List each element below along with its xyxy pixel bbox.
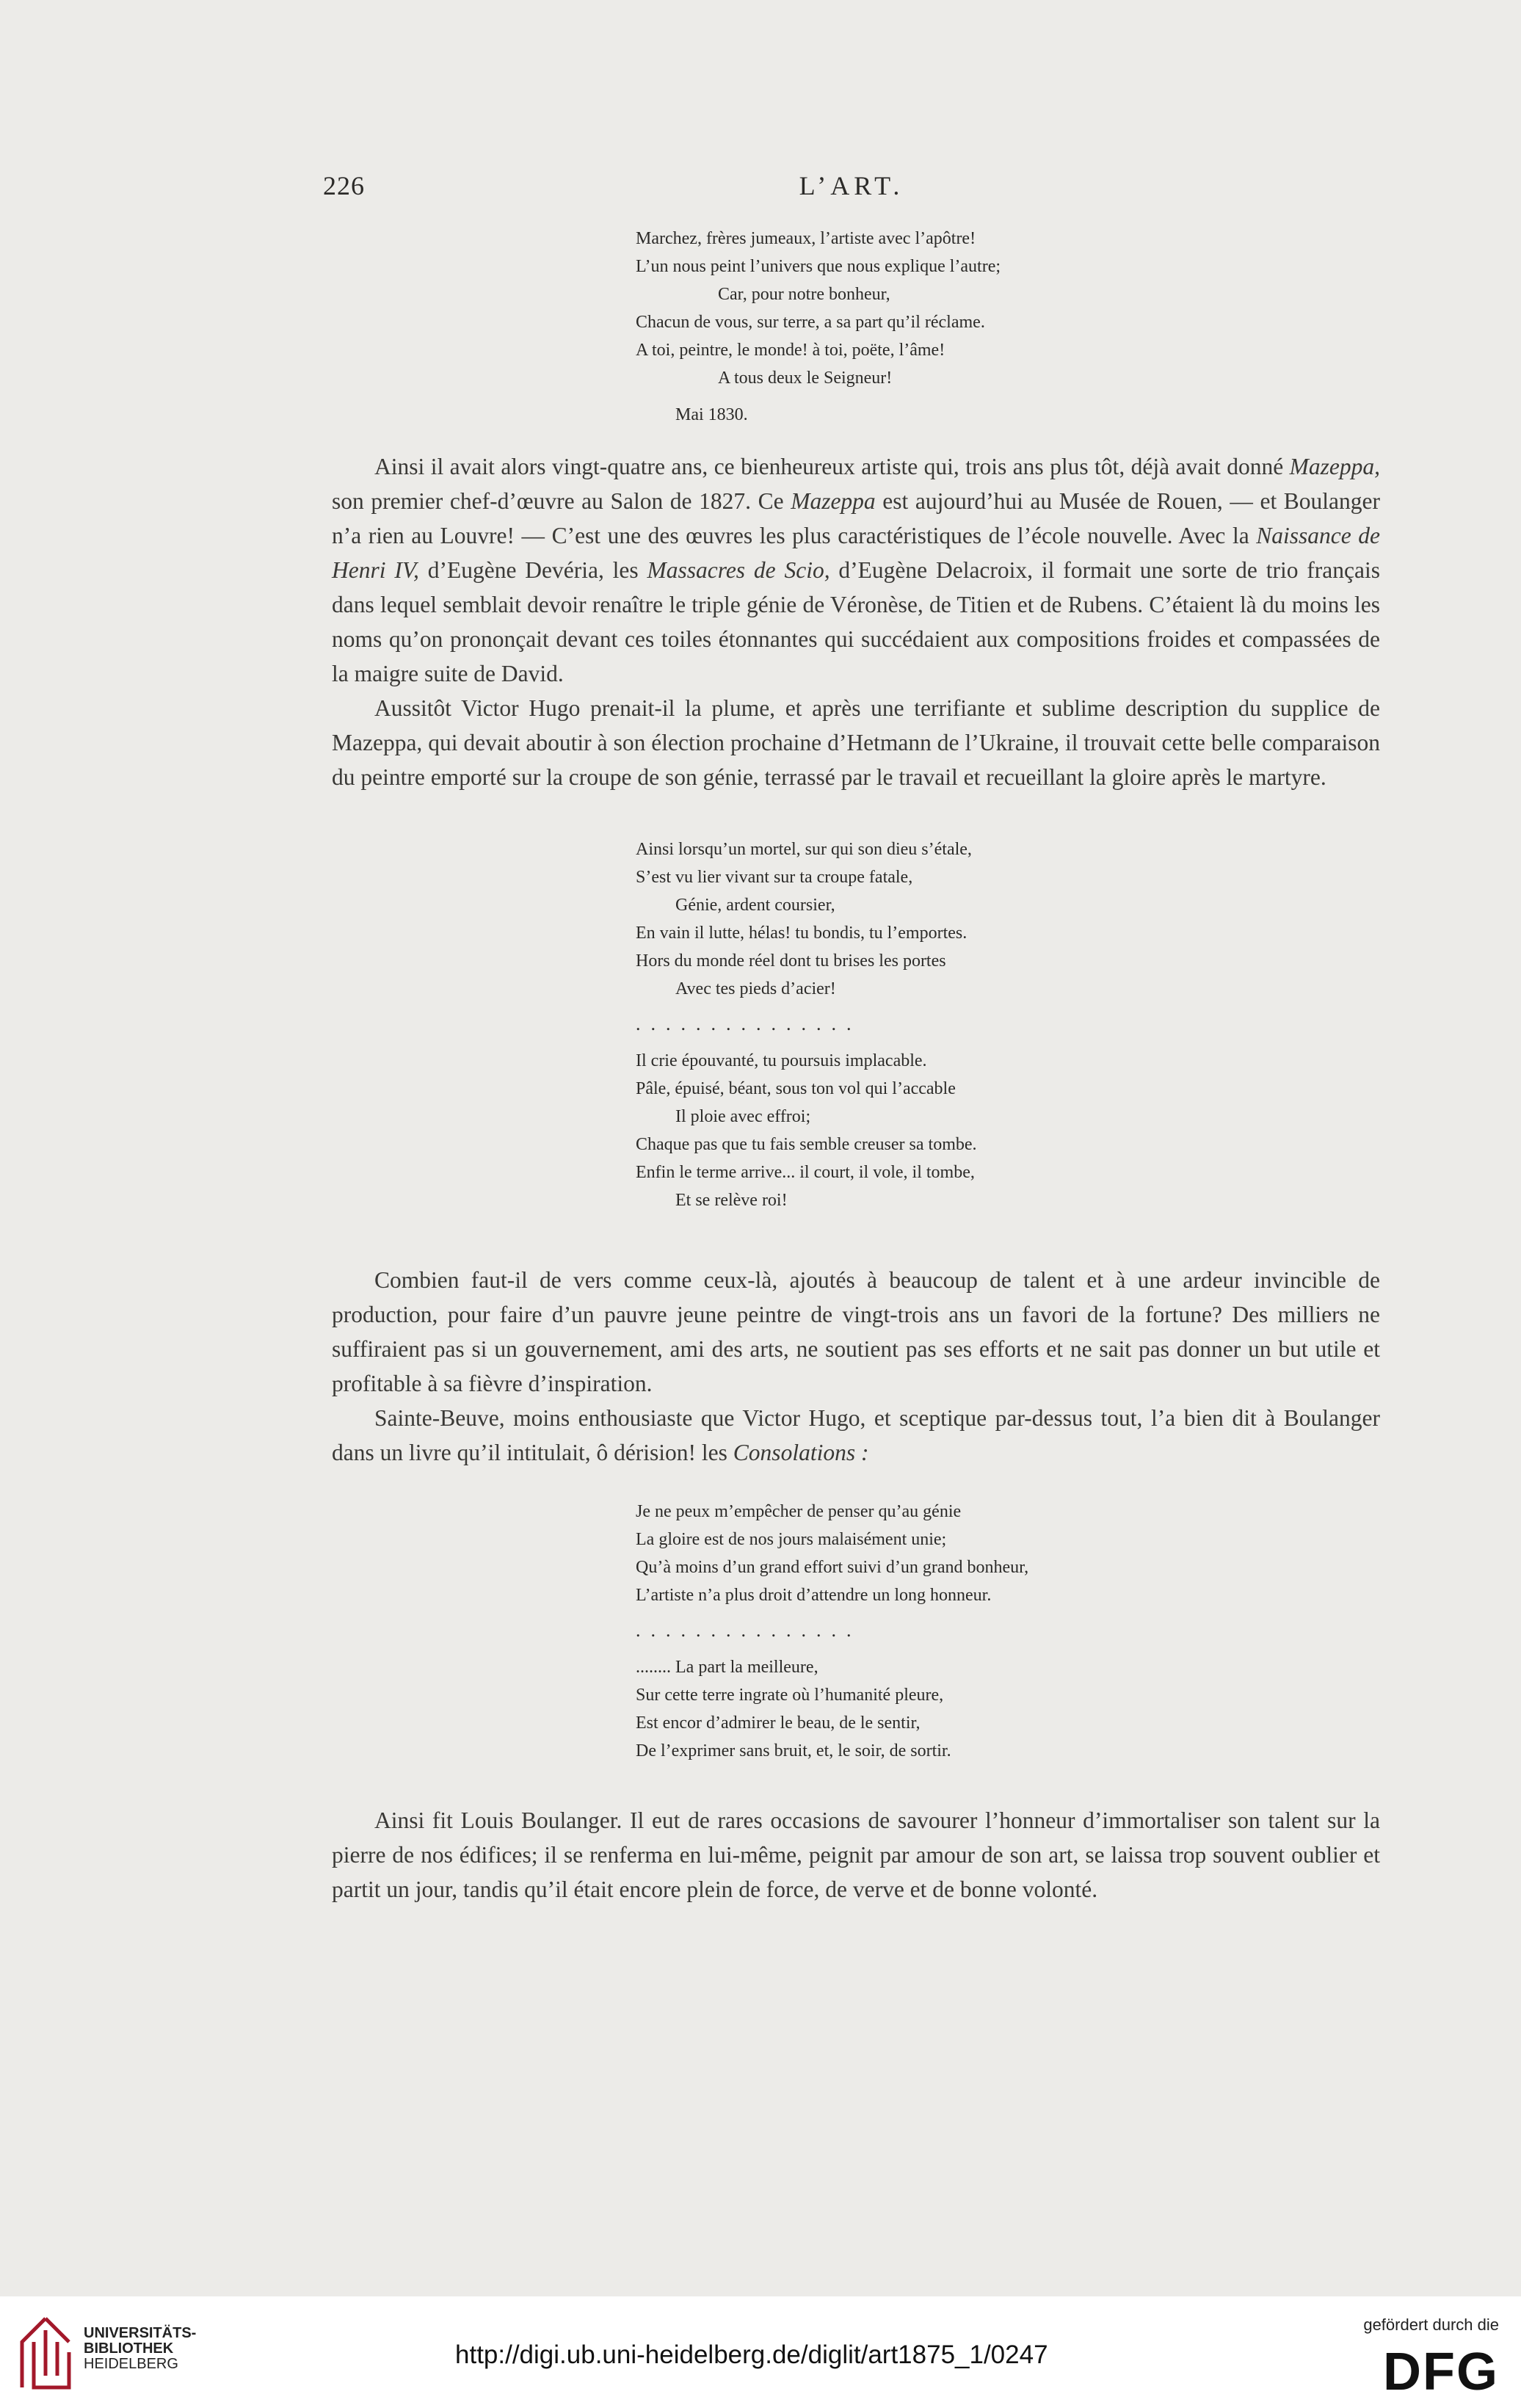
verse-line: Il ploie avec effroi;: [675, 1107, 811, 1126]
verse-line: En vain il lutte, hélas! tu bondis, tu l’emportes.: [636, 924, 968, 943]
verse-line: Car, pour notre bonheur,: [718, 285, 890, 304]
artwork-title: Mazeppa,: [1289, 454, 1380, 479]
paragraph-block-1: [332, 449, 1380, 794]
verse-line: Chacun de vous, sur terre, a sa part qu’il réclame.: [636, 313, 985, 332]
artwork-title: Mazeppa: [791, 488, 876, 514]
paragraph: [332, 1401, 1380, 1470]
verse-line: De l’exprimer sans bruit, et, le soir, de sortir.: [636, 1741, 951, 1760]
text-run: Sainte-Beuve, moins enthousiaste que Victor Hugo, et sceptique par-dessus tout, l’a bien dit à Boulanger dans un livre qu’il intitulait, ô dérision! les: [332, 1405, 1380, 1465]
ellipsis-row: ...............: [636, 1620, 862, 1641]
verse-line: Génie, ardent coursier,: [675, 896, 835, 915]
university-library-logo-icon: [16, 2314, 78, 2393]
paragraph: Combien faut-il de vers comme ceux-là, ajoutés à beaucoup de talent et à une ardeur invincible de production, pour faire d’un pauvre jeune peintre de vingt-trois ans un favori de la fortune? Des milliers ne suffiraient pas si un gouvernement, ami des arts, ne soutient pas ses efforts et ne sait pas donner un but utile et profitable à sa fièvre d’inspiration.: [332, 1267, 1380, 1396]
verse-line: S’est vu lier vivant sur ta croupe fatale,: [636, 868, 913, 887]
page-number: 226: [323, 171, 365, 200]
verse-line: Pâle, épuisé, béant, sous ton vol qui l’accable: [636, 1079, 956, 1098]
verse-line: L’un nous peint l’univers que nous explique l’autre;: [636, 257, 1001, 276]
verse-line: Il crie épouvanté, tu poursuis implacable.: [636, 1051, 927, 1070]
library-name[interactable]: [84, 2326, 196, 2372]
text-run: d’Eugène Delacroix, il formait une sorte de trio français dans lequel semblait devoir renaître le triple génie de Véronèse, de Titien et de Rubens. C’étaient là du moins les noms qu’on prononçait devant ces toiles étonnantes qui succédaient aux compositions froides et compassées de la maigre suite de David.: [332, 557, 1380, 686]
funded-by-label: gefördert durch die: [1363, 2315, 1499, 2334]
paragraph-block-2: [332, 1263, 1380, 1470]
text-run: son premier chef-d’œuvre au Salon de 1827. Ce: [332, 488, 791, 514]
poem-marchez: [636, 225, 1001, 392]
library-name-line: BIBLIOTHEK: [84, 2340, 174, 2357]
verse-line: A tous deux le Seigneur!: [718, 369, 893, 388]
verse-line: Marchez, frères jumeaux, l’artiste avec l’apôtre!: [636, 229, 976, 248]
text-run: Ainsi il avait alors vingt-quatre ans, ce bienheureux artiste qui, trois ans plus tôt, déjà avait donné: [374, 454, 1290, 479]
footer: [0, 2296, 1521, 2408]
artwork-title: Massacres de Scio,: [647, 557, 830, 583]
dfg-logo[interactable]: DFG: [1383, 2343, 1499, 2401]
paragraph-block-3: [332, 1803, 1380, 1907]
verse-line: Est encor d’admirer le beau, de le sentir,: [636, 1713, 921, 1733]
verse-line: La gloire est de nos jours malaisément unie;: [636, 1530, 947, 1549]
verse-line: Qu’à moins d’un grand effort suivi d’un grand bonheur,: [636, 1558, 1029, 1577]
library-name-line: HEIDELBERG: [84, 2356, 178, 2372]
verse-line: Avec tes pieds d’acier!: [675, 979, 836, 998]
poem-consolations: [636, 1498, 1028, 1765]
verse-line: Je ne peux m’empêcher de penser qu’au génie: [636, 1502, 962, 1521]
poem-mazeppa: [636, 835, 977, 1214]
artwork-title: Naissance de Henri IV,: [332, 523, 1380, 583]
library-name-line: UNIVERSITÄTS-: [84, 2325, 197, 2341]
paragraph: [332, 449, 1380, 691]
verse-line: L’artiste n’a plus droit d’attendre un long honneur.: [636, 1586, 992, 1605]
text-run: d’Eugène Devéria, les: [418, 557, 647, 583]
page-header: [323, 170, 1380, 214]
running-title: L’ART.: [799, 171, 904, 200]
paragraph: Ainsi fit Louis Boulanger. Il eut de rares occasions de savourer l’honneur d’immortaliser son talent sur la pierre de nos édifices; il se renferma en lui-même, peignit par amour de son art, se laissa trop souvent oublier et partit un jour, tandis qu’il était encore plein de force, de verve et de bonne volonté.: [332, 1807, 1380, 1902]
verse-line: A toi, peintre, le monde! à toi, poëte, l’âme!: [636, 341, 945, 360]
text-run: est aujourd’hui au Musée de Rouen, — et Boulanger n’a rien au Louvre! — C’est une des œuvres les plus caractéristiques de l’école nouvelle. Avec la: [332, 488, 1381, 548]
ellipsis-row: ...............: [636, 1013, 862, 1034]
verse-line: Et se relève roi!: [675, 1191, 788, 1210]
paragraph: Aussitôt Victor Hugo prenait-il la plume, et après une terrifiante et sublime description du supplice de Mazeppa, qui devait aboutir à son élection prochaine d’Hetmann de l’Ukraine, il trouvait cette belle comparaison du peintre emporté sur la croupe de son génie, terrassé par le travail et recueillant la gloire après le martyre.: [332, 695, 1380, 790]
verse-line: Sur cette terre ingrate où l’humanité pleure,: [636, 1686, 944, 1705]
verse-line: Chaque pas que tu fais semble creuser sa tombe.: [636, 1135, 977, 1154]
verse-line: Enfin le terme arrive... il court, il vole, il tombe,: [636, 1163, 975, 1182]
verse-line: Ainsi lorsqu’un mortel, sur qui son dieu s’étale,: [636, 840, 972, 859]
poem-date: Mai 1830.: [675, 405, 748, 424]
book-title: Consolations :: [733, 1440, 869, 1465]
verse-line: ........ La part la meilleure,: [636, 1658, 818, 1677]
verse-line: Hors du monde réel dont tu brises les portes: [636, 951, 946, 971]
permalink-url[interactable]: http://digi.ub.uni-heidelberg.de/diglit/art1875_1/0247: [455, 2340, 1048, 2369]
